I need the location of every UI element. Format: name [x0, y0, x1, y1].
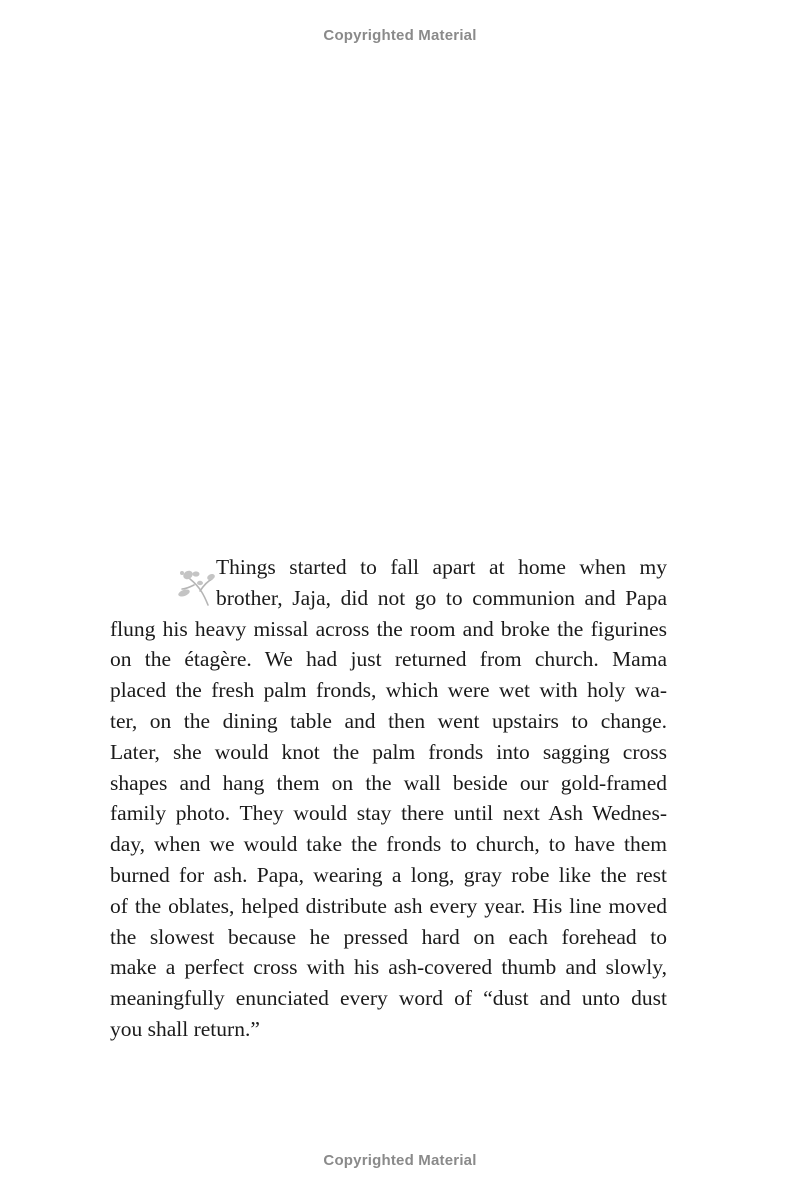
paragraph-line: make a perfect cross with his ash-covered thumb and slowly,	[110, 955, 667, 980]
paragraph-line: meaningfully enunciated every word of “dust and unto dust	[110, 986, 667, 1011]
paragraph-line: day, when we would take the fronds to church, to have them	[110, 832, 667, 857]
paragraph-line: Things started to fall apart at home when my	[216, 555, 667, 579]
paragraph-line: burned for ash. Papa, wearing a long, gray robe like the rest	[110, 862, 667, 887]
paragraph-line: you shall return.”	[110, 1016, 260, 1041]
chapter-opening-paragraph	[110, 552, 667, 1045]
paragraph-line: placed the fresh palm fronds, which were wet with holy wa-	[110, 678, 667, 703]
paragraph-line: of the oblates, helped distribute ash every year. His line moved	[110, 893, 667, 918]
copyright-watermark-bottom: Copyrighted Material	[323, 1152, 477, 1169]
paragraph-line: shapes and hang them on the wall beside our gold-framed	[110, 770, 667, 795]
copyright-watermark-top: Copyrighted Material	[323, 27, 477, 44]
paragraph-line: Later, she would knot the palm fronds into sagging cross	[110, 739, 667, 764]
paragraph-line: family photo. They would stay there until next Ash Wednes-	[110, 801, 667, 826]
paragraph-line: brother, Jaja, did not go to communion and Papa	[216, 585, 667, 610]
paragraph-line: the slowest because he pressed hard on each forehead to	[110, 924, 667, 949]
paragraph-line: ter, on the dining table and then went upstairs to change.	[110, 708, 667, 733]
paragraph-line: on the étagère. We had just returned from church. Mama	[110, 647, 667, 672]
paragraph-line: flung his heavy missal across the room and broke the figurines	[110, 616, 667, 641]
